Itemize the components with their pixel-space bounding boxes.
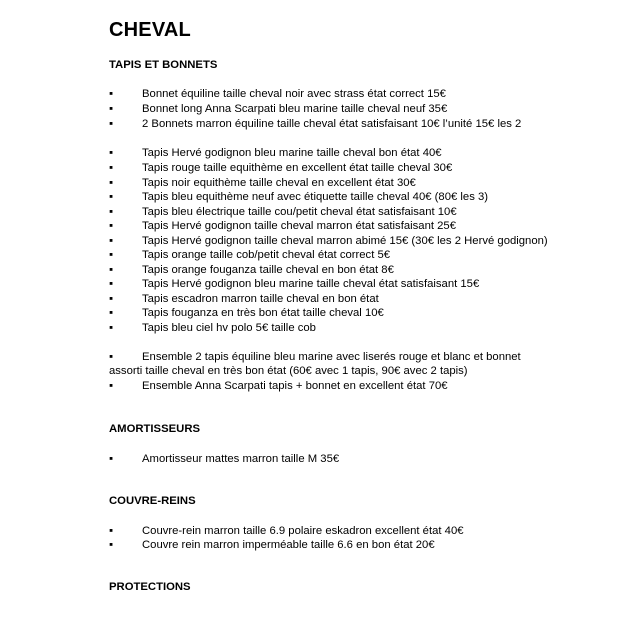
- bullet-icon: ▪: [109, 88, 114, 100]
- section-heading-amortisseurs: AMORTISSEURS: [109, 423, 201, 435]
- item-text: 2 Bonnets marron équiline taille cheval état satisfaisant 10€ l’unité 15€ les 2: [142, 118, 522, 130]
- bullet-icon: ▪: [109, 351, 114, 363]
- item-text: Ensemble 2 tapis équiline bleu marine avec liserés rouge et blanc et bonnet assorti taille cheval en très bon état (60€ avec 1 tapis, 90€ avec 2 tapis): [109, 351, 521, 377]
- item-text: Bonnet équiline taille cheval noir avec strass état correct 15€: [142, 88, 446, 100]
- bullet-icon: ▪: [109, 539, 114, 551]
- item-text: Tapis orange taille cob/petit cheval état correct 5€: [142, 249, 391, 261]
- bullet-icon: ▪: [109, 147, 114, 159]
- section-heading-protections: PROTECTIONS: [109, 581, 191, 593]
- section-heading-tapis-et-bonnets: TAPIS ET BONNETS: [109, 59, 218, 71]
- bullet-icon: ▪: [109, 380, 114, 392]
- item-text: Couvre-rein marron taille 6.9 polaire eskadron excellent état 40€: [142, 525, 464, 537]
- item-text: Amortisseur mattes marron taille M 35€: [142, 453, 340, 465]
- item-text: Tapis bleu ciel hv polo 5€ taille cob: [142, 322, 316, 334]
- item-text: Tapis noir equithème taille cheval en excellent état 30€: [142, 177, 416, 189]
- bullet-icon: ▪: [109, 525, 114, 537]
- bullet-icon: ▪: [109, 322, 114, 334]
- bullet-icon: ▪: [109, 264, 114, 276]
- item-text: Tapis bleu equithème neuf avec étiquette taille cheval 40€ (80€ les 3): [142, 191, 489, 203]
- bullet-icon: ▪: [109, 191, 114, 203]
- bullet-icon: ▪: [109, 278, 114, 290]
- bullet-icon: ▪: [109, 249, 114, 261]
- item-text: Tapis Hervé godignon taille cheval marron abimé 15€ (30€ les 2 Hervé godignon): [142, 235, 548, 247]
- item-text: Tapis Hervé godignon taille cheval marron état satisfaisant 25€: [142, 220, 456, 232]
- item-text: Tapis escadron marron taille cheval en bon état: [142, 293, 379, 305]
- bullet-icon: ▪: [109, 103, 114, 115]
- item-text: Tapis Hervé godignon bleu marine taille cheval bon état 40€: [142, 147, 442, 159]
- item-text: Tapis orange fouganza taille cheval en bon état 8€: [142, 264, 394, 276]
- item-text: Bonnet long Anna Scarpati bleu marine taille cheval neuf 35€: [142, 103, 448, 115]
- bullet-icon: ▪: [109, 162, 114, 174]
- page-title: CHEVAL: [109, 19, 191, 41]
- bullet-icon: ▪: [109, 235, 114, 247]
- section-heading-couvre-reins: COUVRE-REINS: [109, 495, 196, 507]
- item-text: Ensemble Anna Scarpati tapis + bonnet en excellent état 70€: [142, 380, 448, 392]
- bullet-icon: ▪: [109, 177, 114, 189]
- bullet-icon: ▪: [109, 220, 114, 232]
- item-text: Tapis fouganza en très bon état taille cheval 10€: [142, 307, 384, 319]
- item-text: Tapis Hervé godignon bleu marine taille cheval état satisfaisant 15€: [142, 278, 480, 290]
- bullet-icon: ▪: [109, 307, 114, 319]
- bullet-icon: ▪: [109, 118, 114, 130]
- bullet-icon: ▪: [109, 453, 114, 465]
- item-text: Tapis rouge taille equithème en excellent état taille cheval 30€: [142, 162, 453, 174]
- item-text: Tapis bleu électrique taille cou/petit cheval état satisfaisant 10€: [142, 206, 457, 218]
- item-text: Couvre rein marron imperméable taille 6.6 en bon état 20€: [142, 539, 435, 551]
- bullet-icon: ▪: [109, 206, 114, 218]
- bullet-icon: ▪: [109, 293, 114, 305]
